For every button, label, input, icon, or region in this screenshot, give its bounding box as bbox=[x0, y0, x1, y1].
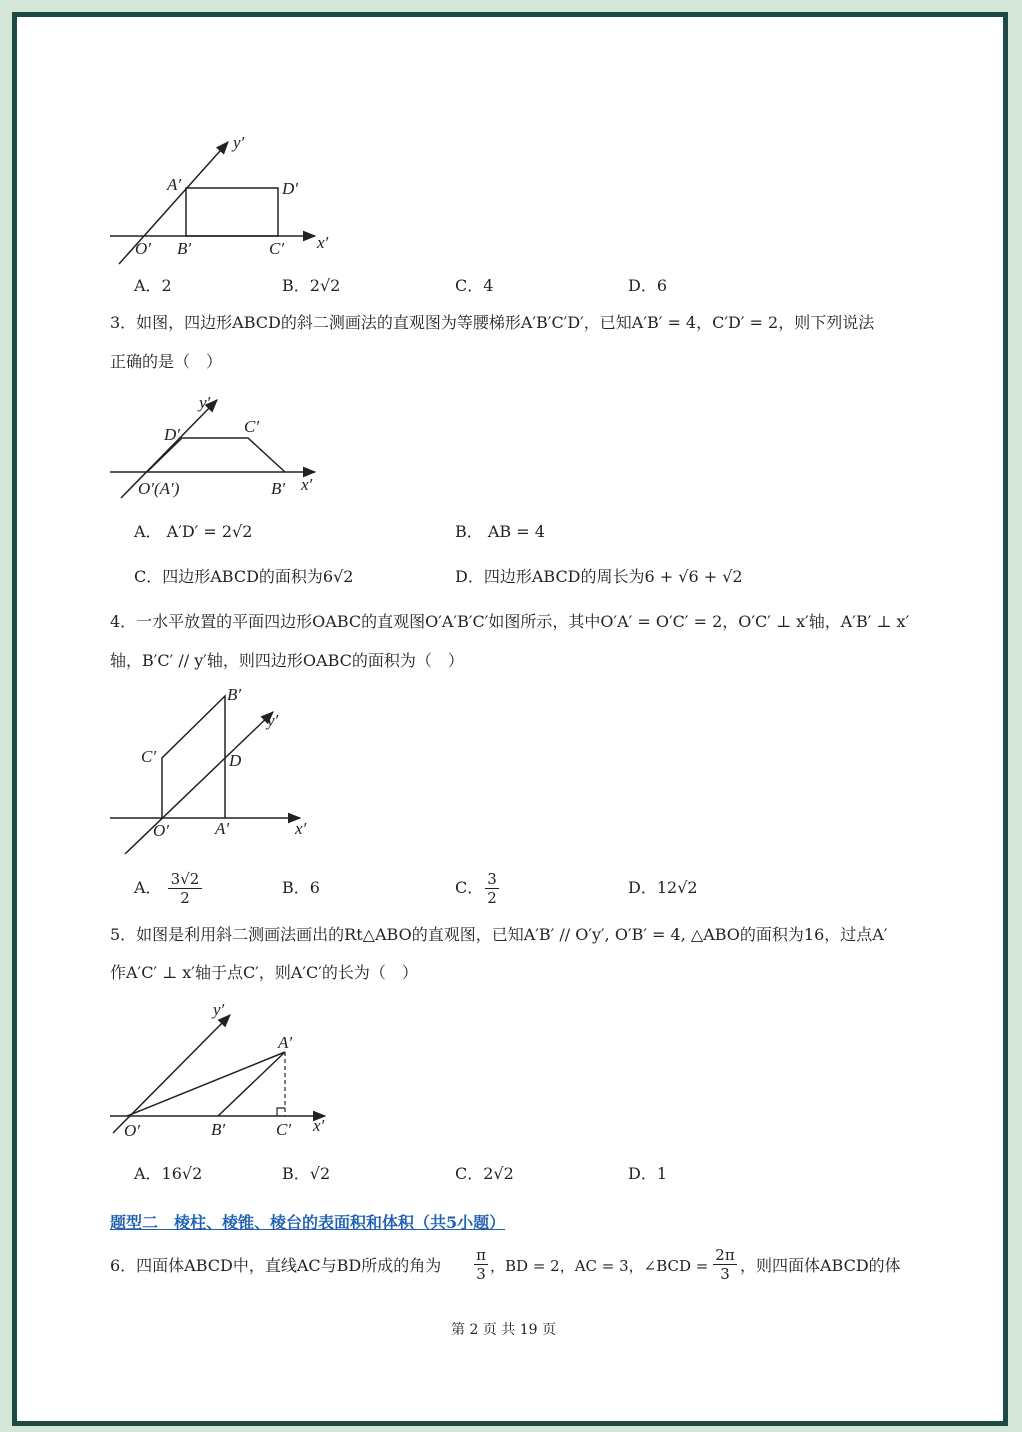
q3-option-d[interactable]: D．四边形ABCD的周长为6 + √6 + √2 bbox=[455, 567, 743, 586]
label-D: D bbox=[229, 751, 242, 770]
label-x: x′ bbox=[295, 819, 307, 838]
q4-text-line2: 轴，B′C′ // y′轴，则四边形OABC的面积为（ ） bbox=[110, 651, 464, 670]
q3-option-a[interactable]: A． A′D′ = 2√2 bbox=[134, 522, 253, 541]
q3-text-line1: 3．如图，四边形ABCD的斜二测画法的直观图为等腰梯形A′B′C′D′，已知A′B′ = 4，C′D′ = 2，则下列说法 bbox=[110, 313, 875, 332]
label-A: A′ bbox=[278, 1033, 293, 1052]
figure-q5 bbox=[105, 995, 345, 1145]
figure-q4 bbox=[105, 680, 335, 865]
q4-option-c-fraction bbox=[485, 870, 499, 907]
label-B: B′ bbox=[227, 685, 242, 704]
label-D: D′ bbox=[282, 179, 298, 198]
label-C: C′ bbox=[276, 1120, 292, 1139]
label-x: x′ bbox=[313, 1116, 325, 1135]
q4-option-c-label: C． bbox=[455, 878, 484, 897]
section-title: 题型二 棱柱、棱锥、棱台的表面积和体积（共5小题） bbox=[110, 1213, 506, 1232]
quadrilateral bbox=[162, 696, 225, 818]
rectangle bbox=[186, 188, 278, 236]
q2-option-c[interactable]: C．4 bbox=[455, 276, 494, 295]
q3-text-line2: 正确的是（ ） bbox=[110, 352, 223, 371]
q6-fraction-bcd bbox=[713, 1246, 737, 1283]
q4-option-a[interactable] bbox=[134, 878, 162, 898]
fraction-numerator: π bbox=[474, 1246, 488, 1265]
label-O: O′ bbox=[153, 821, 169, 840]
label-x: x′ bbox=[301, 475, 313, 494]
triangle bbox=[127, 1052, 285, 1116]
fraction-numerator: 2π bbox=[713, 1246, 737, 1265]
q4-option-b[interactable]: B．6 bbox=[282, 878, 320, 897]
label-O: O′ bbox=[135, 239, 151, 258]
fraction-numerator: 3 bbox=[485, 870, 499, 889]
q6-text-end: ，则四面体ABCD的体 bbox=[740, 1256, 901, 1275]
q2-option-d[interactable]: D．6 bbox=[628, 276, 668, 295]
fraction-denominator: 3 bbox=[720, 1265, 730, 1283]
fraction-numerator: 3√2 bbox=[168, 870, 202, 889]
fraction-denominator: 2 bbox=[487, 889, 497, 907]
label-A: A′ bbox=[215, 819, 230, 838]
page-number: 第 2 页 共 19 页 bbox=[451, 1322, 556, 1338]
q4-option-a-label: A． bbox=[134, 878, 162, 897]
q5-option-d[interactable]: D．1 bbox=[628, 1164, 668, 1183]
fraction-denominator: 2 bbox=[180, 889, 190, 907]
q5-text-line2: 作A′C′ ⊥ x′轴于点C′，则A′C′的长为（ ） bbox=[110, 963, 418, 982]
label-C: C′ bbox=[141, 747, 157, 766]
label-y: y′ bbox=[267, 711, 279, 730]
y-axis bbox=[125, 712, 273, 854]
q4-option-c[interactable] bbox=[455, 878, 483, 898]
label-y: y′ bbox=[233, 133, 245, 152]
label-C: C′ bbox=[244, 417, 260, 436]
q6-text-middle: ，BD = 2，AC = 3，∠BCD = bbox=[490, 1257, 709, 1275]
right-angle-mark bbox=[277, 1108, 285, 1116]
q6-text-start: 6．四面体ABCD中，直线AC与BD所成的角为 bbox=[110, 1256, 442, 1275]
label-O: O′ bbox=[124, 1121, 140, 1140]
label-y: y′ bbox=[213, 1000, 225, 1019]
q2-option-b[interactable]: B．2√2 bbox=[282, 276, 341, 295]
label-D: D′ bbox=[164, 425, 180, 444]
figure-q2 bbox=[105, 130, 345, 270]
label-C: C′ bbox=[269, 239, 285, 258]
q6-fraction-angle bbox=[474, 1246, 488, 1283]
q3-option-c[interactable]: C．四边形ABCD的面积为6√2 bbox=[134, 567, 354, 586]
label-O-A: O′(A′) bbox=[138, 479, 180, 498]
q4-option-d[interactable]: D．12√2 bbox=[628, 878, 698, 897]
label-A: A′ bbox=[167, 175, 182, 194]
label-B: B′ bbox=[177, 239, 192, 258]
label-x: x′ bbox=[317, 233, 329, 252]
figure-q3 bbox=[105, 390, 335, 510]
q5-option-c[interactable]: C．2√2 bbox=[455, 1164, 514, 1183]
q3-option-b[interactable]: B． AB = 4 bbox=[455, 522, 545, 541]
label-B: B′ bbox=[271, 479, 286, 498]
q5-option-a[interactable]: A．16√2 bbox=[134, 1164, 203, 1183]
label-B: B′ bbox=[211, 1120, 226, 1139]
q2-option-a[interactable]: A．2 bbox=[134, 276, 172, 295]
q5-option-b[interactable]: B．√2 bbox=[282, 1164, 331, 1183]
q5-text-line1: 5．如图是利用斜二测画法画出的Rt△ABO的直观图，已知A′B′ // O′y′, O′B′ = 4, △ABO的面积为16，过点A′ bbox=[110, 925, 888, 944]
label-y: y′ bbox=[199, 393, 211, 412]
fraction-denominator: 3 bbox=[476, 1265, 486, 1283]
q4-text-line1: 4．一水平放置的平面四边形OABC的直观图O′A′B′C′如图所示，其中O′A′ = O′C′ = 2，O′C′ ⊥ x′轴，A′B′ ⊥ x′ bbox=[110, 612, 910, 631]
q4-option-a-fraction bbox=[168, 870, 202, 907]
